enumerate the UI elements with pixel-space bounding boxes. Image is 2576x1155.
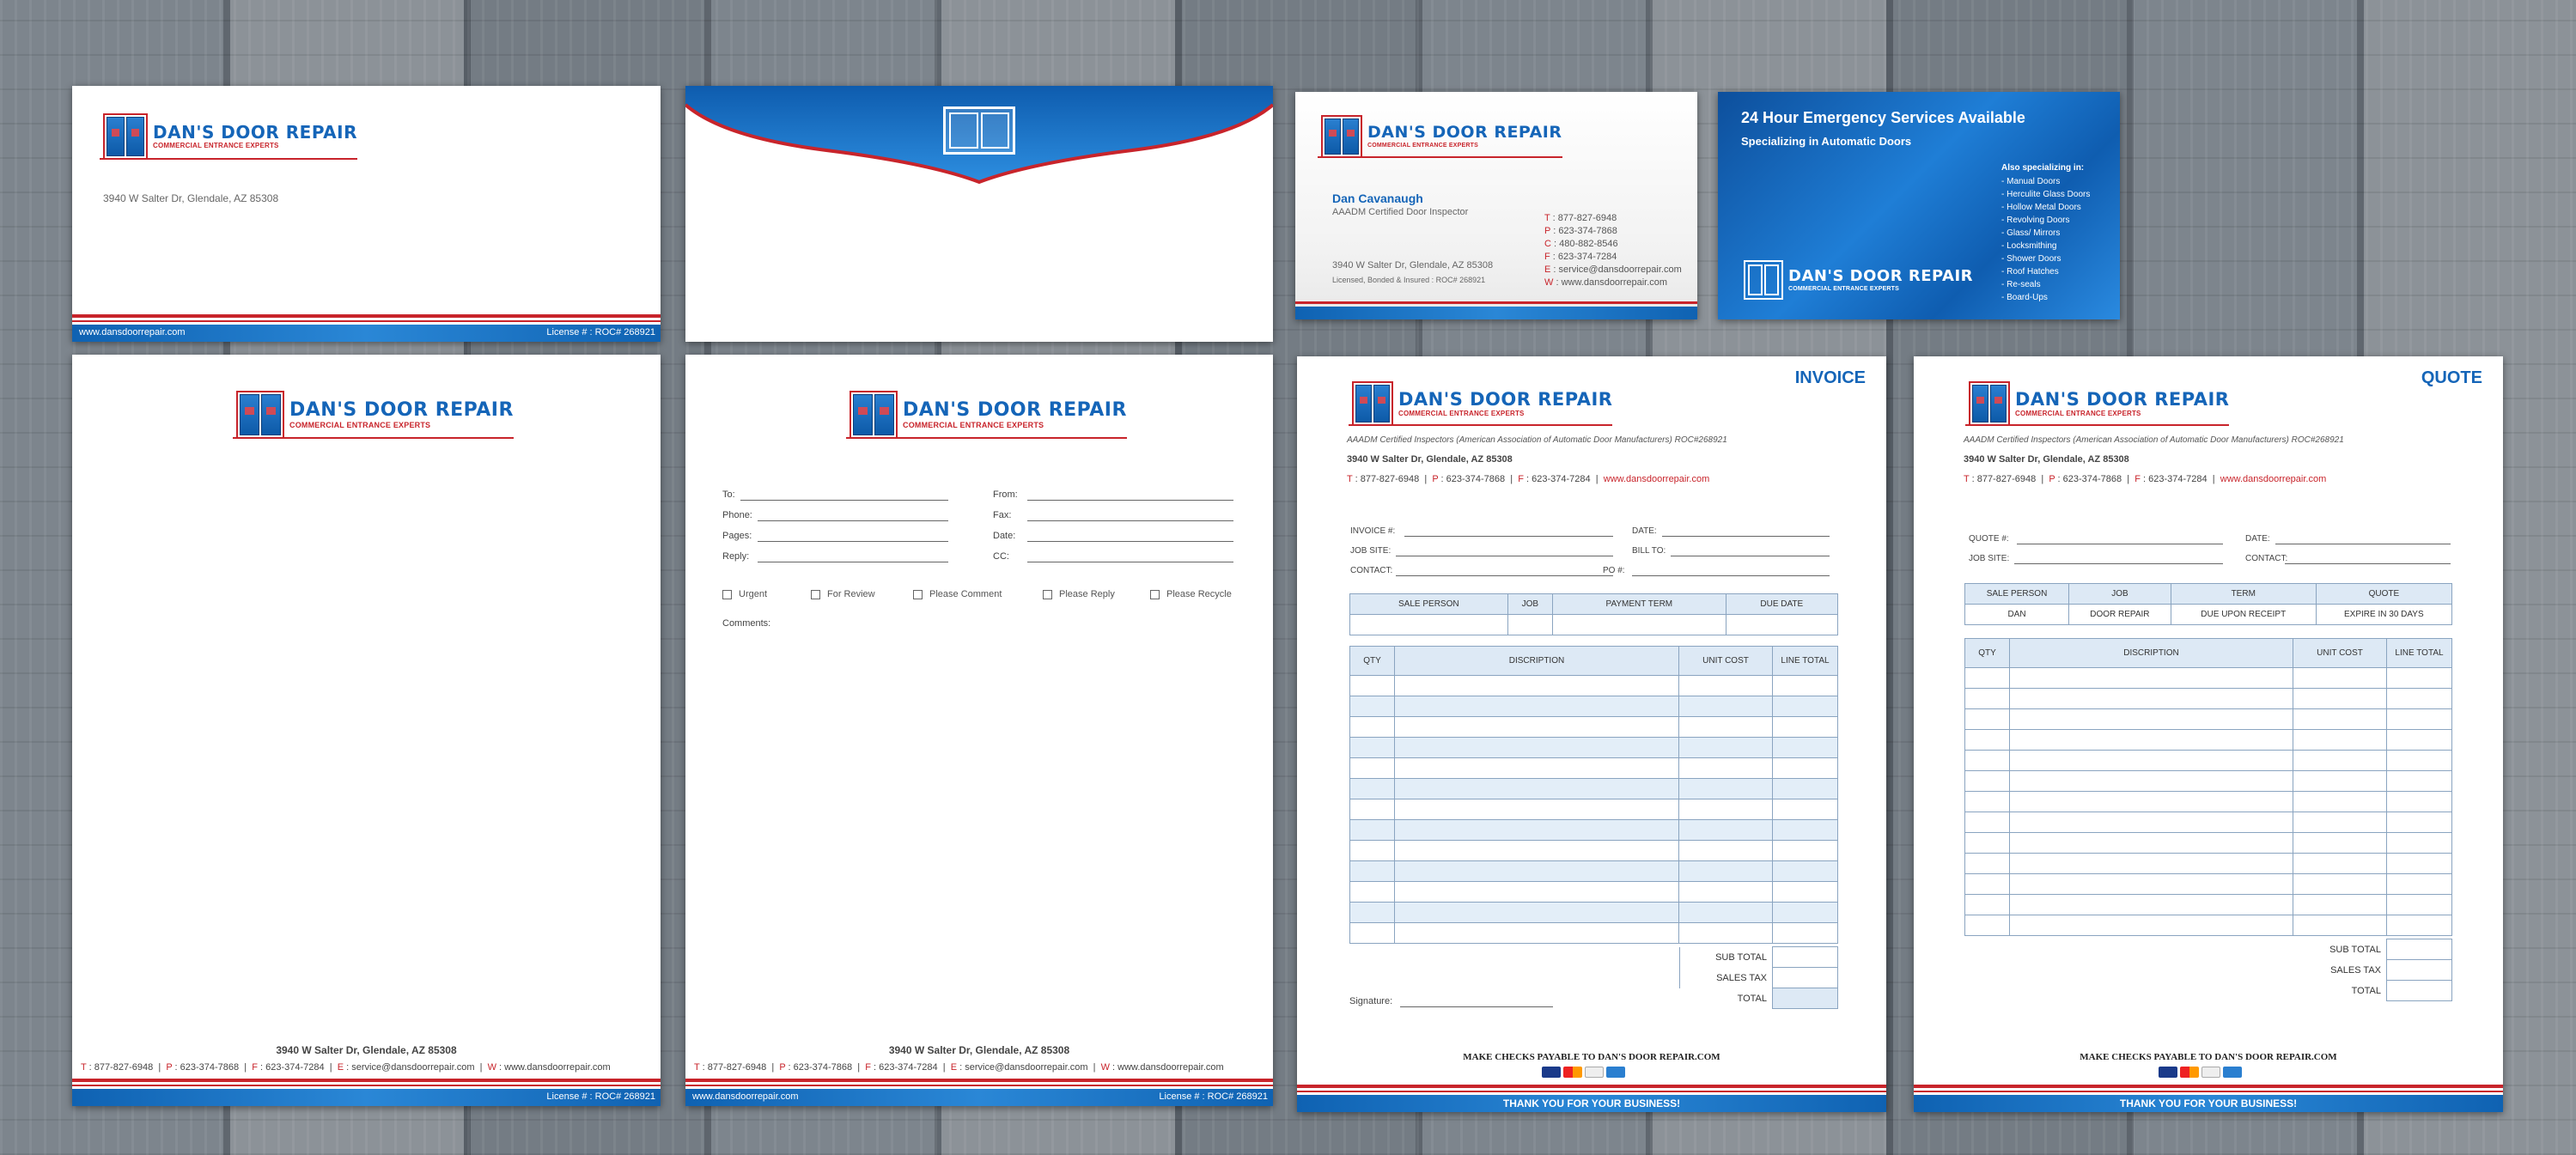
mastercard-icon	[1563, 1067, 1582, 1078]
brand-tagline: COMMERCIAL ENTRANCE EXPERTS	[1398, 409, 1525, 417]
brand-logo	[1321, 115, 1562, 158]
service-item: - Shower Doors	[2001, 254, 2061, 264]
card-contacts: T : 877-827-6948 P : 623-374-7868 C : 480-882-8546 F : 623-374-7284 E : service@dansdoorrepair.com W : www.dansdoorrepair.com	[1544, 213, 1682, 288]
job-site-label: JOB SITE:	[1350, 546, 1392, 556]
date-label: DATE:	[1632, 526, 1657, 536]
fax-cover	[685, 355, 1273, 1106]
job-site-field[interactable]	[2014, 563, 2223, 564]
cert-line: AAADM Certified Inspectors (American Association of Automatic Door Manufacturers) ROC#268921	[1347, 435, 1727, 445]
door-logo-icon	[850, 391, 898, 439]
fax-to-label: To:	[722, 489, 735, 500]
brand-name: DAN'S DOOR REPAIR	[153, 122, 357, 143]
thanks-text: THANK YOU FOR YOUR BUSINESS!	[1502, 1097, 1681, 1109]
door-logo-icon	[1352, 381, 1393, 426]
invoice-title: INVOICE	[1794, 368, 1866, 387]
service-item: - Herculite Glass Doors	[2001, 190, 2091, 199]
cert-line: AAADM Certified Inspectors (American Association of Automatic Door Manufacturers) ROC#268921	[1964, 435, 2344, 445]
amex-icon	[1606, 1067, 1625, 1078]
door-logo-icon	[103, 113, 148, 160]
brand-tagline: COMMERCIAL ENTRANCE EXPERTS	[1367, 143, 1478, 149]
totals-table: SUB TOTAL SALES TAX TOTAL	[1679, 946, 1838, 1009]
brand-logo	[236, 391, 514, 439]
envelope-logo-icon	[943, 106, 1015, 155]
fax-phone-field[interactable]	[758, 520, 948, 521]
card-address: 3940 W Salter Dr, Glendale, AZ 85308	[1332, 260, 1494, 271]
services-list	[2001, 175, 2090, 304]
brand-tagline: COMMERCIAL ENTRANCE EXPERTS	[1788, 285, 1899, 292]
thanks-text: THANK YOU FOR YOUR BUSINESS!	[2119, 1097, 2298, 1109]
invoice-number-label: INVOICE #:	[1350, 526, 1396, 536]
brand-logo-white	[1744, 260, 1973, 300]
service-item: - Re-seals	[2001, 280, 2041, 289]
specializing-subheading: Specializing in Automatic Doors	[1741, 135, 1912, 148]
credit-card-icons	[2159, 1067, 2242, 1078]
brand-logo	[103, 113, 357, 160]
po-field[interactable]	[1632, 575, 1830, 576]
totals-table: SUB TOTAL SALES TAX TOTAL	[2294, 939, 2452, 1001]
service-item: - Roof Hatches	[2001, 267, 2059, 277]
check-please-recycle[interactable]: Please Recycle	[1150, 589, 1232, 599]
door-logo-icon	[1744, 260, 1783, 300]
contact-label: CONTACT:	[2245, 554, 2288, 563]
website[interactable]: www.dansdoorrepair.com	[692, 1091, 799, 1102]
website[interactable]: www.dansdoorrepair.com	[79, 327, 186, 337]
summary-table: SALE PERSON JOB TERM QUOTE DAN DOOR REPAIR DUE UPON RECEIPT EXPIRE IN 30 DAYS	[1964, 583, 2452, 625]
brand-name: DAN'S DOOR REPAIR	[1788, 266, 1974, 285]
brand-tagline: COMMERCIAL ENTRANCE EXPERTS	[153, 142, 279, 149]
service-item: - Revolving Doors	[2001, 216, 2070, 225]
compliment-slip	[72, 86, 661, 342]
footer-contacts: T : 877-827-6948 | P : 623-374-7868 | F : 623-374-7284 | E : service@dansdoorrepair.com | W : www.dansdoorrepair.com	[694, 1062, 1224, 1073]
brand-name: DAN'S DOOR REPAIR	[1398, 388, 1613, 410]
brand-tagline: COMMERCIAL ENTRANCE EXPERTS	[289, 420, 431, 429]
brand-tagline: COMMERCIAL ENTRANCE EXPERTS	[2015, 409, 2141, 417]
footer-address: 3940 W Salter Dr, Glendale, AZ 85308	[276, 1044, 457, 1056]
brand-name: DAN'S DOOR REPAIR	[903, 398, 1127, 421]
address: 3940 W Salter Dr, Glendale, AZ 85308	[1964, 454, 2129, 465]
business-card-front	[1295, 92, 1697, 319]
envelope	[685, 86, 1273, 342]
footer-address: 3940 W Salter Dr, Glendale, AZ 85308	[888, 1044, 1070, 1056]
license: License # : ROC# 268921	[1159, 1091, 1268, 1102]
amex-icon	[2223, 1067, 2242, 1078]
brand-name: DAN'S DOOR REPAIR	[2015, 388, 2230, 410]
service-item: - Hollow Metal Doors	[2001, 203, 2081, 212]
summary-table: SALE PERSON JOB PAYMENT TERM DUE DATE	[1349, 593, 1838, 635]
contact-label: CONTACT:	[1350, 566, 1393, 575]
address: 3940 W Salter Dr, Glendale, AZ 85308	[103, 192, 279, 204]
fax-pages-label: Pages:	[722, 531, 752, 541]
brand-logo	[1352, 381, 1612, 426]
fax-phone-label: Phone:	[722, 510, 752, 520]
discover-icon	[1585, 1067, 1604, 1078]
credit-card-icons	[1542, 1067, 1625, 1078]
brand-tagline: COMMERCIAL ENTRANCE EXPERTS	[903, 420, 1044, 429]
license: License # : ROC# 268921	[546, 327, 655, 337]
also-title: Also specializing in:	[2001, 163, 2085, 173]
brand-name: DAN'S DOOR REPAIR	[289, 398, 514, 421]
signature-label: Signature:	[1349, 996, 1393, 1006]
comments-label: Comments:	[722, 618, 771, 629]
letterhead	[72, 355, 661, 1106]
door-logo-icon	[1969, 381, 2010, 426]
contact-field[interactable]	[2285, 563, 2451, 564]
fax-date-label: Date:	[993, 531, 1016, 541]
payable-note: MAKE CHECKS PAYABLE TO DAN'S DOOR REPAIR.COM	[1463, 1052, 1720, 1062]
contacts-line: T : 877-827-6948 | P : 623-374-7868 | F : 623-374-7284 | www.dansdoorrepair.com	[1964, 474, 2327, 484]
business-card-back	[1718, 92, 2120, 319]
door-logo-icon	[236, 391, 284, 439]
contact-field[interactable]	[1396, 575, 1613, 576]
person-name: Dan Cavanaugh	[1332, 191, 1423, 205]
quote-number-label: QUOTE #:	[1969, 534, 2009, 544]
po-label: PO #:	[1603, 566, 1625, 575]
address: 3940 W Salter Dr, Glendale, AZ 85308	[1347, 454, 1513, 465]
service-item: - Glass/ Mirrors	[2001, 228, 2061, 238]
fax-fax-field[interactable]	[1027, 520, 1233, 521]
fax-reply-label: Reply:	[722, 551, 750, 562]
fax-pages-field[interactable]	[758, 541, 948, 542]
fax-to-field[interactable]	[740, 500, 948, 501]
items-table: QTY DISCRIPTION UNIT COST LINE TOTAL	[1964, 638, 2452, 936]
check-urgent[interactable]: Urgent	[722, 589, 767, 599]
brand-name: DAN'S DOOR REPAIR	[1367, 123, 1562, 142]
visa-icon	[1542, 1067, 1561, 1078]
door-logo-icon	[1321, 115, 1362, 158]
date-label: DATE:	[2245, 534, 2270, 544]
footer-contacts: T : 877-827-6948 | P : 623-374-7868 | F : 623-374-7284 | E : service@dansdoorrepair.com | W : www.dansdoorrepair.com	[81, 1062, 611, 1073]
fax-date-field[interactable]	[1027, 541, 1233, 542]
license: License # : ROC# 268921	[546, 1091, 655, 1102]
contacts-line: T : 877-827-6948 | P : 623-374-7868 | F : 623-374-7284 | www.dansdoorrepair.com	[1347, 474, 1710, 484]
check-for-review[interactable]: For Review	[811, 589, 875, 599]
check-please-reply[interactable]: Please Reply	[1043, 589, 1115, 599]
payable-note: MAKE CHECKS PAYABLE TO DAN'S DOOR REPAIR.COM	[2080, 1052, 2337, 1062]
job-site-label: JOB SITE:	[1969, 554, 2010, 563]
service-item: - Locksmithing	[2001, 241, 2057, 251]
service-item: - Board-Ups	[2001, 293, 2048, 302]
brand-logo	[850, 391, 1127, 439]
service-item: - Manual Doors	[2001, 177, 2061, 186]
items-table: QTY DISCRIPTION UNIT COST LINE TOTAL	[1349, 646, 1838, 944]
check-please-comment[interactable]: Please Comment	[913, 589, 1002, 599]
card-licensed: Licensed, Bonded & Insured : ROC# 268921	[1332, 276, 1486, 284]
fax-from-field[interactable]	[1027, 500, 1233, 501]
bill-to-label: BILL TO:	[1632, 546, 1666, 556]
visa-icon	[2159, 1067, 2177, 1078]
emergency-heading: 24 Hour Emergency Services Available	[1741, 109, 2025, 126]
quote	[1914, 356, 2503, 1112]
brand-logo	[1969, 381, 2229, 426]
fax-fax-label: Fax:	[993, 510, 1012, 520]
person-title: AAADM Certified Door Inspector	[1332, 207, 1469, 217]
quote-title: QUOTE	[2421, 368, 2482, 387]
mastercard-icon	[2180, 1067, 2199, 1078]
discover-icon	[2201, 1067, 2220, 1078]
invoice-number-field[interactable]	[1404, 536, 1613, 537]
fax-from-label: From:	[993, 489, 1018, 500]
signature-field[interactable]	[1400, 1006, 1553, 1007]
invoice	[1297, 356, 1886, 1112]
fax-cc-label: CC:	[993, 551, 1009, 562]
date-field[interactable]	[1662, 536, 1830, 537]
